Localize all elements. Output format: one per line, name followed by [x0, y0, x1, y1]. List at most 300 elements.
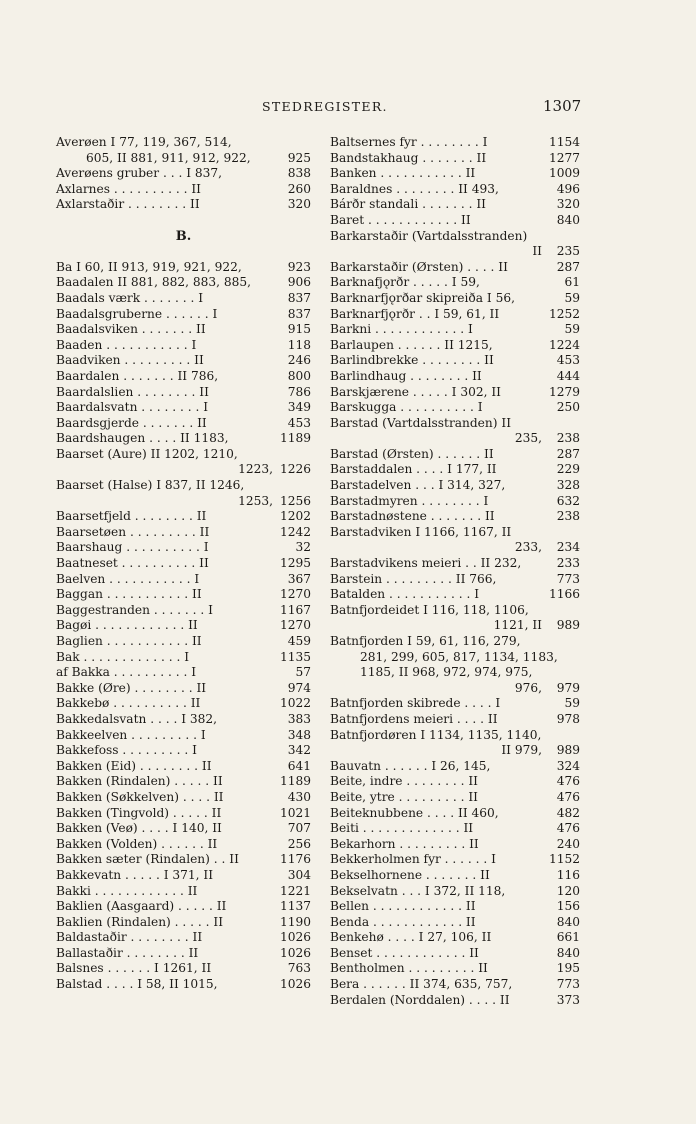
index-entry — [330, 884, 580, 900]
index-entry — [56, 197, 311, 213]
index-entry — [330, 915, 580, 931]
entry-text: Benkehø . . . . I 27, 106, II — [330, 930, 492, 945]
index-entry — [56, 369, 311, 385]
entry-page-number: 1242 — [279, 524, 311, 539]
entry-page-number: 59 — [564, 290, 580, 305]
entry-page-number: 453 — [556, 353, 580, 368]
entry-page-number: 974 — [287, 680, 311, 695]
index-entry — [56, 462, 311, 478]
entry-text: Bakken (Volden) . . . . . . II — [56, 836, 218, 851]
entry-text: Bakken sæter (Rindalen) . . II — [56, 852, 239, 867]
entry-page-number: 250 — [556, 400, 580, 415]
index-entry — [330, 852, 580, 868]
index-entry — [330, 634, 580, 650]
entry-page-number: 707 — [287, 821, 311, 836]
index-entry — [56, 915, 311, 931]
entry-text: Bauvatn . . . . . . I 26, 145, — [330, 758, 491, 773]
index-entry — [56, 135, 311, 151]
index-entry — [56, 291, 311, 307]
index-entry — [330, 182, 580, 198]
entry-text: Berdalen (Norddalen) . . . . II — [330, 992, 510, 1007]
entry-text: Baardalsvatn . . . . . . . . I — [56, 400, 209, 415]
entry-page-number: 1154 — [548, 135, 580, 149]
index-entry — [330, 478, 580, 494]
entry-page-number: 444 — [556, 368, 580, 383]
index-entry — [56, 447, 311, 463]
entry-text: Barkarstaðir (Vartdalsstranden) — [330, 228, 528, 243]
index-entry — [330, 416, 580, 432]
entry-text: 976, — [514, 680, 542, 695]
entry-text: II — [532, 244, 542, 259]
index-entry — [330, 650, 580, 666]
index-entry — [330, 696, 580, 712]
index-entry — [56, 494, 311, 510]
index-entry — [56, 868, 311, 884]
entry-text: Baelven . . . . . . . . . . . I — [56, 571, 200, 586]
entry-page-number: 773 — [556, 571, 580, 586]
index-entry — [56, 696, 311, 712]
index-entry — [330, 260, 580, 276]
index-entry — [56, 728, 311, 744]
entry-page-number: 348 — [287, 727, 311, 742]
entry-text: 1185, II 968, 972, 974, 975, — [360, 665, 533, 680]
entry-page-number: 238 — [556, 509, 580, 524]
entry-page-number: 342 — [287, 743, 311, 758]
index-entry — [56, 166, 311, 182]
entry-page-number: 840 — [556, 914, 580, 929]
entry-page-number: 476 — [556, 774, 580, 789]
entry-page-number: 641 — [287, 758, 311, 773]
entry-page-number: 1021 — [279, 805, 311, 820]
entry-page-number: 989 — [556, 743, 580, 758]
entry-text: Bakkefoss . . . . . . . . . I — [56, 743, 197, 758]
entry-page-number: 1176 — [279, 852, 311, 867]
entry-text: Balstad . . . . I 58, II 1015, — [56, 977, 218, 992]
entry-page-number: 837 — [287, 290, 311, 305]
entry-text: Bekselhornene . . . . . . . II — [330, 867, 490, 882]
index-entry — [330, 540, 580, 556]
entry-text: Bakken (Søkkelven) . . . . II — [56, 789, 224, 804]
entry-text: 233, — [514, 540, 542, 555]
index-entry — [330, 899, 580, 915]
entry-page-number: 482 — [556, 805, 580, 820]
entry-text: Batnfjordøren I 1134, 1135, 1140, — [330, 727, 542, 742]
entry-page-number: 373 — [556, 992, 580, 1007]
entry-page-number: 840 — [556, 212, 580, 227]
entry-page-number: 632 — [556, 493, 580, 508]
entry-text: Barstaddalen . . . . I 177, II — [330, 462, 497, 477]
index-entry — [330, 213, 580, 229]
entry-text: Bandstakhaug . . . . . . . II — [330, 150, 487, 165]
entry-page-number: 246 — [287, 353, 311, 368]
index-entry — [56, 821, 311, 837]
entry-page-number: 1137 — [279, 899, 311, 914]
index-entry — [330, 151, 580, 167]
entry-text: 1223, — [238, 462, 273, 477]
index-entry — [330, 806, 580, 822]
index-entry — [56, 946, 311, 962]
entry-page-number: 156 — [556, 899, 580, 914]
entry-text: 235, — [514, 431, 542, 446]
index-entry — [330, 525, 580, 541]
entry-text: Bakken (Eid) . . . . . . . . II — [56, 758, 212, 773]
entry-text: Baardsgjerde . . . . . . . II — [56, 415, 207, 430]
entry-page-number: 1270 — [279, 618, 311, 633]
entry-page-number: 1270 — [279, 587, 311, 602]
entry-page-number: 59 — [564, 696, 580, 711]
index-entry — [56, 353, 311, 369]
entry-page-number: 476 — [556, 789, 580, 804]
entry-page-number: 989 — [556, 618, 580, 633]
page-number: 1307 — [543, 97, 582, 115]
entry-page-number: 383 — [287, 711, 311, 726]
entry-text: Barknarfjǫrðar skipreiða I 56, — [330, 290, 515, 305]
spacer — [56, 213, 311, 229]
index-entry — [56, 790, 311, 806]
index-entry — [56, 837, 311, 853]
entry-text: Baardalen . . . . . . . II 786, — [56, 368, 219, 383]
index-entry — [56, 774, 311, 790]
entry-text: Baltsernes fyr . . . . . . . . I — [330, 135, 488, 149]
index-entry — [56, 977, 311, 993]
entry-page-number: 349 — [287, 400, 311, 415]
entry-page-number: 1295 — [279, 556, 311, 571]
entry-page-number: 1224 — [548, 337, 580, 352]
entry-page-number: 915 — [287, 322, 311, 337]
index-entry — [330, 166, 580, 182]
index-entry — [330, 790, 580, 806]
entry-page-number: 459 — [287, 634, 311, 648]
entry-page-number: 320 — [287, 197, 311, 212]
entry-text: Barkni . . . . . . . . . . . . I — [330, 322, 473, 337]
entry-text: Baardshaugen . . . . II 1183, — [56, 431, 229, 446]
index-entry — [330, 837, 580, 853]
entry-text: Barstein . . . . . . . . . II 766, — [330, 571, 497, 586]
entry-text: Bakkevatn . . . . . I 371, II — [56, 867, 214, 882]
index-entry — [56, 322, 311, 338]
index-entry — [330, 556, 580, 572]
index-entry — [56, 416, 311, 432]
entry-text: Averøens gruber . . . I 837, — [56, 166, 223, 181]
index-entry — [56, 556, 311, 572]
entry-text: Bakke (Øre) . . . . . . . . II — [56, 680, 207, 695]
index-entry — [330, 385, 580, 401]
entry-page-number: 496 — [556, 181, 580, 196]
entry-text: Bekarhorn . . . . . . . . . II — [330, 836, 479, 851]
entry-text: Barknarfjǫrðr . . I 59, 61, II — [330, 306, 500, 321]
index-entry — [56, 759, 311, 775]
entry-text: Bakkedalsvatn . . . . I 382, — [56, 711, 218, 726]
index-entry — [330, 868, 580, 884]
index-entry — [56, 385, 311, 401]
index-entry — [330, 197, 580, 213]
entry-text: Benset . . . . . . . . . . . . II — [330, 945, 479, 960]
index-entry — [56, 509, 311, 525]
entry-text: Baarsetfjeld . . . . . . . . II — [56, 509, 207, 524]
index-entry — [330, 946, 580, 962]
entry-page-number: 1026 — [279, 977, 311, 992]
running-head-title: STEDREGISTER. — [262, 99, 388, 114]
entry-text: Baatneset . . . . . . . . . . II — [56, 556, 209, 571]
entry-page-number: 838 — [287, 166, 311, 181]
entry-page-number: 287 — [556, 446, 580, 461]
entry-text: Barknafjǫrðr . . . . . I 59, — [330, 275, 480, 290]
index-entry — [56, 478, 311, 494]
entry-text: 1253, — [238, 493, 273, 508]
entry-text: Baardalslien . . . . . . . . II — [56, 384, 209, 399]
entry-text: B. — [175, 228, 192, 244]
entry-text: Barkarstaðir (Ørsten) . . . . II — [330, 259, 508, 274]
entry-text: Barstadmyren . . . . . . . . I — [330, 493, 489, 508]
index-entry — [56, 603, 311, 619]
entry-text: Baarset (Aure) II 1202, 1210, — [56, 446, 238, 461]
section-heading — [56, 229, 311, 245]
index-entry — [330, 665, 580, 681]
entry-page-number: 59 — [564, 322, 580, 337]
entry-page-number: 1252 — [548, 306, 580, 321]
entry-text: Batnfjordeidet I 116, 118, 1106, — [330, 602, 529, 617]
entry-text: Bak . . . . . . . . . . . . . I — [56, 649, 190, 664]
entry-text: Beiti . . . . . . . . . . . . . II — [330, 821, 474, 836]
index-entry — [330, 681, 580, 697]
entry-page-number: 238 — [556, 431, 580, 446]
entry-text: Baret . . . . . . . . . . . . II — [330, 212, 471, 227]
entry-page-number: 1189 — [279, 431, 311, 446]
entry-text: II 979, — [501, 743, 542, 758]
entry-page-number: 1152 — [548, 852, 580, 867]
entry-text: Baklien (Aasgaard) . . . . . II — [56, 899, 227, 914]
entry-page-number: 1221 — [279, 883, 311, 898]
entry-text: Baggan . . . . . . . . . . . II — [56, 587, 202, 602]
entry-page-number: 476 — [556, 821, 580, 836]
index-entry — [330, 462, 580, 478]
entry-page-number: 978 — [556, 711, 580, 726]
index-entry — [330, 275, 580, 291]
entry-text: Baglien . . . . . . . . . . . II — [56, 634, 202, 648]
index-column-right — [330, 135, 580, 1008]
entry-page-number: 786 — [287, 384, 311, 399]
entry-text: Baadviken . . . . . . . . . II — [56, 353, 204, 368]
index-entry — [330, 743, 580, 759]
entry-page-number: 32 — [295, 540, 311, 555]
entry-text: Bakki . . . . . . . . . . . . II — [56, 883, 198, 898]
entry-page-number: 229 — [556, 462, 580, 477]
entry-text: Barlindhaug . . . . . . . . II — [330, 368, 482, 383]
index-entry — [56, 182, 311, 198]
entry-text: Batnfjorden I 59, 61, 116, 279, — [330, 634, 521, 648]
entry-page-number: 661 — [556, 930, 580, 945]
entry-text: Barlindbrekke . . . . . . . . II — [330, 353, 494, 368]
entry-page-number: 430 — [287, 789, 311, 804]
entry-text: Bakken (Tingvold) . . . . . II — [56, 805, 222, 820]
entry-text: 605, II 881, 911, 912, 922, — [86, 150, 251, 165]
index-entry — [56, 806, 311, 822]
entry-page-number: 923 — [287, 259, 311, 274]
index-entry — [56, 712, 311, 728]
entry-page-number: 1166 — [548, 587, 580, 602]
entry-page-number: 1135 — [279, 649, 311, 664]
index-entry — [330, 135, 580, 151]
entry-text: Beite, ytre . . . . . . . . . II — [330, 789, 478, 804]
index-entry — [330, 993, 580, 1009]
entry-text: Baaden . . . . . . . . . . . I — [56, 337, 197, 352]
index-entry — [330, 587, 580, 603]
entry-text: Benda . . . . . . . . . . . . II — [330, 914, 476, 929]
entry-text: Barstadvikens meieri . . II 232, — [330, 556, 522, 571]
index-entry — [56, 899, 311, 915]
index-entry — [56, 650, 311, 666]
entry-text: Bellen . . . . . . . . . . . . II — [330, 899, 476, 914]
entry-text: Banken . . . . . . . . . . . II — [330, 166, 476, 181]
entry-text: Averøen I 77, 119, 367, 514, — [56, 135, 232, 149]
entry-page-number: 235 — [556, 244, 580, 259]
entry-page-number: 1256 — [279, 493, 311, 508]
index-entry — [330, 447, 580, 463]
index-entry — [56, 743, 311, 759]
index-entry — [330, 977, 580, 993]
index-entry — [56, 587, 311, 603]
index-entry — [330, 930, 580, 946]
entry-page-number: 979 — [556, 680, 580, 695]
index-entry — [330, 338, 580, 354]
entry-page-number: 61 — [564, 275, 580, 290]
running-head — [0, 99, 696, 119]
entry-text: Barstadnøstene . . . . . . . II — [330, 509, 495, 524]
entry-text: Barstad (Vartdalsstranden) II — [330, 415, 512, 430]
entry-page-number: 1026 — [279, 945, 311, 960]
entry-page-number: 118 — [287, 337, 311, 352]
entry-page-number: 116 — [556, 867, 580, 882]
entry-page-number: 925 — [287, 150, 311, 165]
entry-text: Baadalen II 881, 882, 883, 885, — [56, 275, 252, 290]
index-entry — [330, 229, 580, 245]
entry-text: Barlaupen . . . . . . II 1215, — [330, 337, 493, 352]
entry-text: Bera . . . . . . II 374, 635, 757, — [330, 977, 513, 992]
entry-page-number: 260 — [287, 181, 311, 196]
entry-page-number: 1167 — [279, 602, 311, 617]
index-entry — [56, 852, 311, 868]
index-entry — [330, 244, 580, 260]
index-entry — [56, 572, 311, 588]
index-entry — [330, 774, 580, 790]
entry-page-number: 1189 — [279, 774, 311, 789]
entry-text: Bekkerholmen fyr . . . . . . I — [330, 852, 496, 867]
entry-page-number: 1026 — [279, 930, 311, 945]
entry-text: Bakkeelven . . . . . . . . . I — [56, 727, 206, 742]
index-entry — [330, 572, 580, 588]
index-entry — [330, 821, 580, 837]
index-entry — [56, 665, 311, 681]
entry-page-number: 240 — [556, 836, 580, 851]
entry-text: Baadals værk . . . . . . . I — [56, 290, 204, 305]
index-entry — [56, 961, 311, 977]
entry-page-number: 1277 — [548, 150, 580, 165]
entry-page-number: 1226 — [279, 462, 311, 477]
entry-text: Batalden . . . . . . . . . . . I — [330, 587, 480, 602]
spacer — [56, 244, 311, 260]
index-entry — [330, 307, 580, 323]
entry-text: Barskjærene . . . . . I 302, II — [330, 384, 501, 399]
entry-text: Axlarnes . . . . . . . . . . II — [56, 181, 201, 196]
entry-text: Ballastaðir . . . . . . . . II — [56, 945, 199, 960]
index-entry — [56, 930, 311, 946]
index-entry — [330, 353, 580, 369]
entry-page-number: 234 — [556, 540, 580, 555]
index-entry — [56, 275, 311, 291]
entry-page-number: 906 — [287, 275, 311, 290]
entry-page-number: 195 — [556, 961, 580, 976]
entry-page-number: 1022 — [279, 696, 311, 711]
entry-text: Barstadelven . . . I 314, 327, — [330, 478, 506, 493]
entry-page-number: 1202 — [279, 509, 311, 524]
entry-text: Bakken (Rindalen) . . . . . II — [56, 774, 223, 789]
entry-text: Baadalsgruberne . . . . . . I — [56, 306, 218, 321]
entry-text: 281, 299, 605, 817, 1134, 1183, — [360, 649, 558, 664]
index-column-left — [56, 135, 311, 993]
entry-text: Batnfjordens meieri . . . . II — [330, 711, 498, 726]
index-entry — [56, 681, 311, 697]
entry-text: Baarshaug . . . . . . . . . . I — [56, 540, 209, 555]
entry-page-number: 328 — [556, 478, 580, 493]
entry-text: Baarset (Halse) I 837, II 1246, — [56, 478, 245, 493]
entry-text: Beite, indre . . . . . . . . II — [330, 774, 478, 789]
entry-text: Ba I 60, II 913, 919, 921, 922, — [56, 259, 242, 274]
index-entry — [56, 618, 311, 634]
entry-text: Bakken (Veø) . . . . I 140, II — [56, 821, 222, 836]
entry-text: Baldastaðir . . . . . . . . II — [56, 930, 203, 945]
index-entry — [56, 151, 311, 167]
index-entry — [56, 884, 311, 900]
entry-text: Barstad (Ørsten) . . . . . . II — [330, 446, 494, 461]
index-entry — [56, 400, 311, 416]
entry-page-number: 800 — [287, 368, 311, 383]
entry-page-number: 233 — [556, 556, 580, 571]
entry-text: Bárðr standali . . . . . . . II — [330, 197, 486, 212]
entry-page-number: 256 — [287, 836, 311, 851]
entry-page-number: 57 — [295, 665, 311, 680]
entry-page-number: 1279 — [548, 384, 580, 399]
entry-text: Bekselvatn . . . I 372, II 118, — [330, 883, 506, 898]
index-entry — [56, 260, 311, 276]
entry-page-number: 287 — [556, 259, 580, 274]
entry-page-number: 324 — [556, 758, 580, 773]
index-entry — [56, 525, 311, 541]
index-entry — [330, 369, 580, 385]
entry-text: af Bakka . . . . . . . . . . I — [56, 665, 197, 680]
index-entry — [330, 712, 580, 728]
entry-page-number: 1009 — [548, 166, 580, 181]
entry-text: Batnfjorden skibrede . . . . I — [330, 696, 501, 711]
index-entry — [56, 338, 311, 354]
entry-text: Barskugga . . . . . . . . . . I — [330, 400, 483, 415]
index-entry — [330, 431, 580, 447]
entry-text: Baadalsviken . . . . . . . II — [56, 322, 206, 337]
entry-page-number: 840 — [556, 945, 580, 960]
entry-page-number: 837 — [287, 306, 311, 321]
index-entry — [330, 322, 580, 338]
entry-page-number: 320 — [556, 197, 580, 212]
entry-text: Bentholmen . . . . . . . . . II — [330, 961, 488, 976]
index-entry — [330, 618, 580, 634]
index-entry — [330, 494, 580, 510]
entry-text: 1121, II — [493, 618, 542, 633]
entry-text: Baraldnes . . . . . . . . II 493, — [330, 181, 499, 196]
entry-text: Baklien (Rindalen) . . . . . II — [56, 914, 224, 929]
index-entry — [56, 307, 311, 323]
entry-text: Bagøi . . . . . . . . . . . . II — [56, 618, 198, 633]
index-entry — [330, 759, 580, 775]
index-entry — [330, 961, 580, 977]
